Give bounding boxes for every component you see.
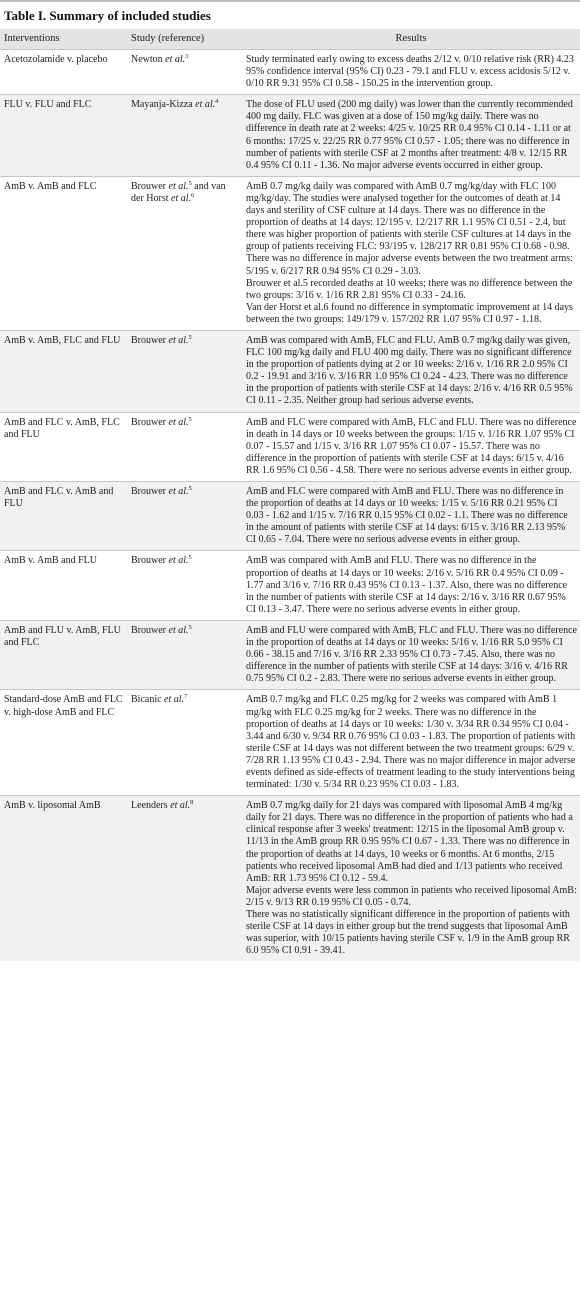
study-etal: et al. — [195, 99, 216, 111]
intervention-cell: AmB v. liposomal AmB — [4, 800, 101, 812]
study-reference-number: 5 — [188, 179, 192, 187]
study-etal: et al. — [164, 694, 185, 706]
results-paragraph: AmB 0.7 mg/kg daily for 21 days was compared with liposomal AmB 4 mg/kg daily for 21 days. There was no difference in the proportion of patients who had a clinical response after 3 weeks' treatment: 12/15 in the liposomal AmB group v. 11/13 in the AmB group RR 0.95 95% CI 0.67 - 1.33. There was no difference in the proportion of deaths at 14 days, 10 weeks or 6 months. At 6 months, 2/15 patients who received liposomal AmB had died and 1/13 patients who received AmB: RR 1.73 95% CI 0.12 - 59.4. — [246, 800, 573, 884]
study-reference-number: 5 — [188, 333, 192, 341]
table-row — [0, 620, 580, 689]
header-interventions: Interventions — [0, 29, 127, 50]
study-reference-number: 4 — [215, 98, 219, 106]
results-cell — [242, 330, 580, 412]
study-author: Mayanja-Kizza — [131, 99, 193, 111]
results-paragraph: AmB and FLC were compared with AmB and FLU. There was no difference in the proportion of deaths at 14 days or 10 weeks: 1/15 v. 5/16 RR 0.21 95% CI 0.03 - 1.62 and 1/15 v. 7/16 RR 0.15 95% CI 0.02 - 1.1. There was no difference in the amount of patients with sterile CSF at 14 days: 6/15 v. 3/16 RR 2.13 95% CI 0.65 - 7.04. There were no serious adverse events in either group. — [246, 486, 568, 546]
table-body — [0, 50, 580, 962]
study-cell — [127, 796, 242, 962]
study-reference-number: 5 — [188, 485, 192, 492]
results-paragraph: AmB and FLC were compared with AmB, FLC and FLU. There was no difference in death in 14 days or 10 weeks between the groups: 1/15 v. 1/16 RR 1.07 95% CI 0.07 - 15.57 and 1/15 v. 3/16 RR 1.07 95% CI 0.07 - 15.57. There was no difference in the proportion of patients with sterile CSF at 14 days: 6/15 v. 4/16 RR 1.6 95% CI 0.56 - 4.58. There were no serious adverse events in either group. — [246, 416, 577, 476]
study-author: Brouwer — [131, 180, 166, 192]
study-reference-number: 3 — [185, 53, 189, 60]
intervention-cell: AmB and FLC v. AmB and FLU — [4, 486, 114, 510]
study-reference-number: 8 — [190, 799, 194, 807]
results-paragraph: Van der Horst et al.6 found no difference in symptomatic improvement at 14 days between the two groups: 149/179 v. 157/202 RR 1.07 95% CI 0.97 - 1.18. — [246, 301, 573, 325]
summary-table — [0, 29, 580, 961]
study-author-2: and van der Horst — [131, 180, 226, 204]
study-author: Brouwer — [131, 624, 166, 636]
study-etal: et al. — [168, 334, 189, 346]
study-etal: et al. — [165, 54, 186, 65]
intervention-cell: FLU v. FLU and FLC — [4, 99, 92, 111]
table-caption: Table I. Summary of included studies — [0, 0, 580, 29]
study-cell — [127, 330, 242, 412]
study-etal: et al. — [168, 180, 189, 192]
results-paragraph: AmB 0.7 mg/kg and FLC 0.25 mg/kg for 2 weeks was compared with AmB 1 mg/kg with FLC 0.25 mg/kg for 2 weeks. There was no difference in the proportion of deaths at 14 days or 10 weeks: 1/30 v. 3/34 RR 0.34 95% CI 0.04 - 3.44 and 6/30 v. 9/34 RR 0.76 95% CI 0.03 - 1.83. The proportion of patients with sterile CSF at 14 days was not different between the two treatment groups: 6/29 v. 7/28 RR 1.13 95% CI 0.43 - 2.94. There was no major difference in major adverse events defined as side-effects of treatment leading to the study interventions being terminated: 1/30 v. 5/34 RR 0.23 95% CI 0.03 - 1.83. — [246, 694, 576, 791]
study-reference-number: 5 — [188, 554, 192, 562]
study-cell — [127, 95, 242, 177]
table-row — [0, 50, 580, 95]
intervention-cell: AmB v. AmB, FLC and FLU — [4, 334, 121, 346]
study-cell — [127, 690, 242, 796]
results-cell — [242, 95, 580, 177]
results-paragraph: AmB was compared with AmB, FLC and FLU. AmB 0.7 mg/kg daily was given, FLC 100 mg/kg daily and FLU 400 mg daily. There was no significant difference in the proportion of patients dying at 2 or 10 weeks: 2/16 v. 1/16 RR 2.0 95% CI 0.2 - 19.91 and 3/16 v. 3/16 RR 1.0 95% CI 0.24 - 4.23. There was no difference in the proportion of patients with sterile CSF at 14 days: 2/16 v. 4/16 RR 0.5 95% CI 0.11 - 2.35. Neither group had serious adverse events. — [246, 334, 573, 407]
study-cell — [127, 412, 242, 481]
study-etal: et al. — [170, 800, 191, 812]
results-cell — [242, 620, 580, 689]
study-reference-number: 5 — [188, 415, 192, 423]
table-row — [0, 482, 580, 551]
table-row — [0, 796, 580, 962]
study-cell — [127, 50, 242, 95]
table-row — [0, 95, 580, 177]
intervention-cell: Standard-dose AmB and FLC v. high-dose AmB and FLC — [4, 694, 123, 718]
results-paragraph: AmB was compared with AmB and FLU. There was no difference in the proportion of deaths at 14 days or 10 weeks: 2/16 v. 5/16 RR 0.4 95% CI 0.09 - 1.77 and 3/16 v. 7/16 RR 0.43 95% CI 0.13 - 1.37. Also, there was no difference in the number of patients with sterile CSF at 14 days: 2/16 v. 3/16 RR 0.67 95% CI 0.13 - 3.47. There were no serious adverse events in either group. — [246, 555, 568, 615]
results-paragraph: AmB and FLU were compared with AmB, FLC and FLU. There was no difference in the proportion of deaths at 14 days or 10 weeks: 5/16 v. 1/16 RR 5.0 95% CI 0.66 - 38.15 and 7/16 v. 3/16 RR 2.33 95% CI 0.73 - 7.45. Also, there was no difference in the number of patients with sterile CSF at 14 days: 3/16 v. 4/16 RR 0.75 95% CI 0.2 - 2.83. There were no serious adverse events in either group. — [246, 624, 577, 685]
results-cell — [242, 796, 580, 962]
study-author: Leenders — [131, 800, 168, 812]
study-reference-number: 7 — [184, 693, 188, 701]
table-row — [0, 176, 580, 330]
results-cell — [242, 551, 580, 620]
study-etal: et al. — [168, 416, 189, 428]
table-row — [0, 690, 580, 796]
results-paragraph: There was no statistically significant difference in the proportion of patients with sterile CSF at 14 days in either group but the trend suggests that liposomal AmB was superior, with 10/15 patients having sterile CSF v. 1/9 in the AmB group RR 6.0 95% CI 0.91 - 39.41. — [246, 909, 570, 957]
study-author: Brouwer — [131, 334, 166, 346]
study-reference-number: 5 — [188, 623, 192, 631]
study-cell — [127, 551, 242, 620]
intervention-cell: AmB and FLU v. AmB, FLU and FLC — [4, 624, 121, 649]
study-author: Brouwer — [131, 555, 166, 567]
table-row — [0, 551, 580, 620]
intervention-cell: AmB v. AmB and FLC — [4, 180, 97, 192]
results-paragraph: Major adverse events were less common in patients who received liposomal AmB: 2/15 v. 9/13 RR 0.19 95% CI 0.05 - 0.74. — [246, 884, 577, 908]
intervention-cell: Acetozolamide v. placebo — [4, 54, 108, 65]
study-etal-2: et al. — [171, 192, 191, 204]
results-cell — [242, 50, 580, 95]
results-cell — [242, 176, 580, 330]
study-etal: et al. — [168, 486, 189, 497]
study-author: Brouwer — [131, 416, 166, 428]
study-cell — [127, 482, 242, 551]
study-cell — [127, 620, 242, 689]
results-paragraph: AmB 0.7 mg/kg daily was compared with AmB 0.7 mg/kg/day with FLC 100 mg/kg/day. The studies were analysed together for the outcomes of death at 14 days and sterility of CSF culture at 14 days. There was no difference in the proportion of deaths at 14 days: 12/195 v. 12/217 RR 1.1 95% CI 0.51 - 2.4, but there was higher proportion of patients with sterile CSF cultures at 14 days in the group of patients receiving FLC: 93/195 v. 128/217 RR 0.81 95% CI 0.68 - 0.98. There was no difference in major adverse events between the two treatment arms: 5/195 v. 6/217 RR 0.94 95% CI 0.29 - 3.03. — [246, 180, 573, 277]
results-paragraph: Study terminated early owing to excess deaths 2/12 v. 0/10 relative risk (RR) 4.23 95% confidence interval (95% CI) 0.23 - 79.1 and FLU v. excess acidosis 5/12 v. 0/10 RR 9.31 95% CI 0.58 - 150.25 in the intervention group. — [246, 54, 574, 90]
results-paragraph: The dose of FLU used (200 mg daily) was lower than the currently recommended 400 mg daily. FLC was given at a dose of 150 mg/kg daily. There was no difference in death rate at 2 weeks: 4/25 v. 10/25 RR 0.4 95% CI 0.14 - 1.11 or at 6 months: 17/25 v. 22/25 RR 0.77 95% CI 0.57 - 1.05; there was no difference in number of patients with sterile CSF at 2 months after treatment: 4/8 v. 12/15 RR 0.4 95% CI 0.11 - 1.36. No major adverse events occurred in either group. — [246, 99, 573, 171]
intervention-cell: AmB v. AmB and FLU — [4, 555, 97, 567]
table-row — [0, 412, 580, 481]
header-results: Results — [242, 29, 580, 50]
results-cell — [242, 690, 580, 796]
results-cell — [242, 482, 580, 551]
study-author: Newton — [131, 54, 163, 65]
header-study: Study (reference) — [127, 29, 242, 50]
table-header-row — [0, 29, 580, 50]
table-row — [0, 330, 580, 412]
results-paragraph: Brouwer et al.5 recorded deaths at 10 weeks; there was no difference between the two groups: 3/16 v. 1/16 RR 2.81 95% CI 0.33 - 24.16. — [246, 277, 573, 301]
study-author: Bicanic — [131, 694, 162, 706]
study-reference-number-2: 6 — [191, 191, 195, 199]
study-author: Brouwer — [131, 486, 166, 497]
intervention-cell: AmB and FLC v. AmB, FLC and FLU — [4, 416, 120, 440]
study-etal: et al. — [168, 624, 189, 636]
results-cell — [242, 412, 580, 481]
study-cell — [127, 176, 242, 330]
study-etal: et al. — [168, 555, 189, 567]
